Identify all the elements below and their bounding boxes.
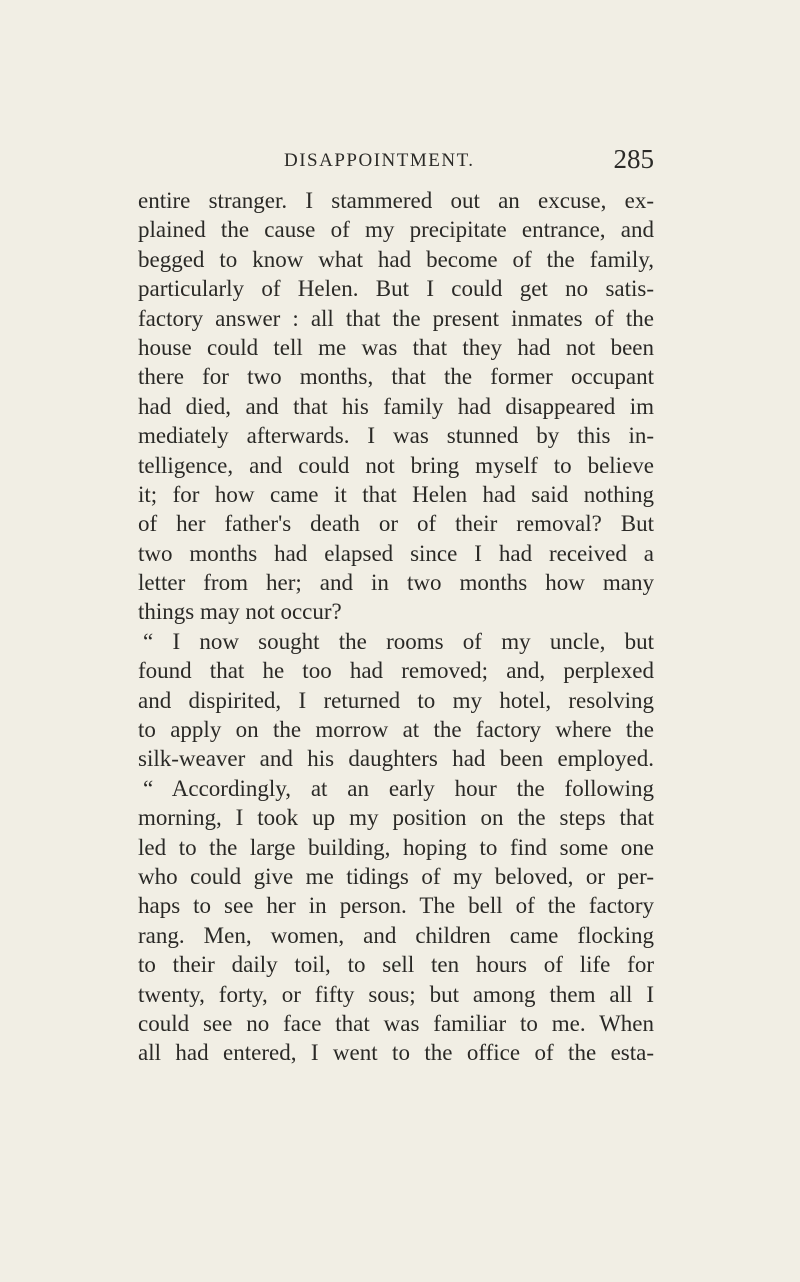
text-line: house could tell me was that they had not been (138, 334, 654, 360)
text-line: morning, I took up my position on the steps that (138, 805, 654, 831)
text-line: “ Accordingly, at an early hour the following (143, 775, 654, 801)
text-line: all had entered, I went to the office of the esta- (138, 1040, 654, 1066)
text-line: and dispirited, I returned to my hotel, resolving (138, 687, 654, 713)
text-line: silk-weaver and his daughters had been employed. (138, 746, 654, 772)
text-line: begged to know what had become of the family, (138, 246, 654, 272)
body-text (138, 186, 654, 1068)
text-line: telligence, and could not bring myself to believe (138, 452, 654, 478)
text-line: twenty, forty, or fifty sous; but among them all I (138, 981, 654, 1007)
text-line: factory answer : all that the present inmates of the (138, 305, 654, 331)
running-title: DISAPPOINTMENT. (284, 150, 475, 171)
text-line: could see no face that was familiar to me. When (138, 1010, 654, 1036)
text-line: to apply on the morrow at the factory where the (138, 717, 654, 743)
text-line: of her father's death or of their removal? But (138, 511, 654, 537)
text-line: had died, and that his family had disappeared im (138, 393, 654, 419)
text-line: entire stranger. I stammered out an excuse, ex- (138, 188, 654, 213)
page-number: 285 (613, 144, 654, 174)
running-head (252, 144, 654, 178)
text-line: two months had elapsed since I had received a (138, 540, 654, 566)
text-line: “ I now sought the rooms of my uncle, but (143, 628, 654, 654)
text-line: particularly of Helen. But I could get no satis- (138, 276, 654, 302)
text-line: there for two months, that the former occupant (138, 364, 654, 390)
text-line: it; for how came it that Helen had said nothing (138, 481, 654, 507)
text-line: haps to see her in person. The bell of the factory (138, 893, 654, 919)
text-line: mediately afterwards. I was stunned by this in- (138, 423, 654, 449)
text-line: things may not occur? (138, 599, 342, 625)
text-line: rang. Men, women, and children came flocking (138, 922, 654, 948)
text-line: plained the cause of my precipitate entrance, and (138, 217, 654, 243)
text-line: led to the large building, hoping to find some one (138, 834, 654, 860)
text-line: to their daily toil, to sell ten hours of life for (138, 952, 654, 978)
text-line: letter from her; and in two months how many (138, 570, 654, 596)
text-line: found that he too had removed; and, perplexed (138, 658, 654, 684)
text-line: who could give me tidings of my beloved, or per- (138, 863, 654, 889)
